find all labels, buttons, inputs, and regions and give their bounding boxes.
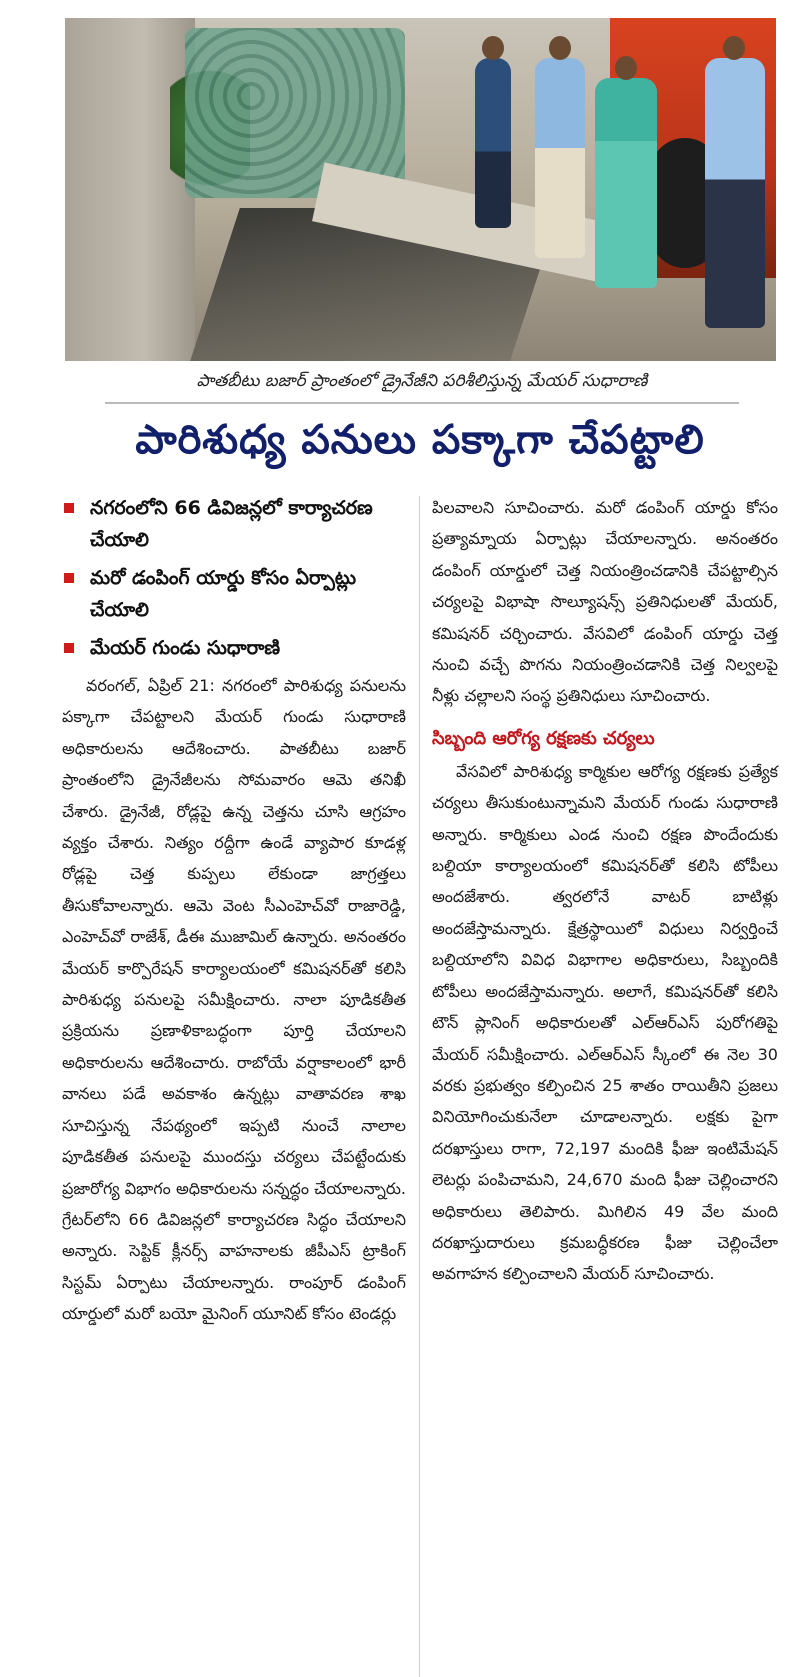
person-figure xyxy=(705,58,765,328)
body-paragraph: వరంగల్, ఏప్రిల్ 21: నగరంలో పారిశుధ్య పనులను పక్కాగా చేపట్టాలని మేయర్ గుండు సుధారాణి అధికారులను ఆదేశించారు. పాతబీటు బజార్ ప్రాంతంలోని డ్రైనేజీలను సోమవారం ఆమె తనిఖీ చేశారు. డ్రైనేజీ, రోడ్లపై ఉన్న చెత్తను చూసి ఆగ్రహం వ్యక్తం చేశారు. నిత్యం రద్దీగా ఉండే వ్యాపార కూడళ్ల రోడ్లపై చెత్త కుప్పలు లేకుండా జాగ్రత్తలు తీసుకోవాలన్నారు. ఆమె వెంట సీఎంహెచ్‌వో రాజారెడ్డి, ఎంహెచ్‌వో రాజేశ్, డీఈ ముజామిల్ ఉన్నారు. అనంతరం మేయర్ కార్పొరేషన్ కార్యాలయంలో కమిషనర్‌తో కలిసి పారిశుధ్య పనులపై సమీక్షించారు. నాలా పూడికతీత ప్రక్రియను ప్రణాళికాబద్ధంగా పూర్తి చేయాలని అధికారులను ఆదేశించారు. రాబోయే వర్షాకాలంలో భారీ వానలు పడే అవకాశం ఉన్నట్లు వాతావరణ శాఖ సూచిస్తున్న నేపథ్యంలో ఇప్పటి నుంచే నాలాల పూడికతీత పనులపై ముందస్తు చర్యలు చేపట్టేందుకు ప్రజారోగ్య విభాగం అధికారులను సన్నద్ధం చేయాలన్నారు. గ్రేటర్‌లోని 66 డివిజన్లలో కార్యాచరణ సిద్ధం చేయాలని అన్నారు. సెప్టిక్ క్లీనర్స్ వాహనాలకు జీపీఎస్ ట్రాకింగ్ సిస్టమ్ ఏర్పాటు చేయాలన్నారు. రాంపూర్ డంపింగ్ యార్డులో మరో బయో మైనింగ్ యూనిట్ కోసం టెండర్లు xyxy=(62,676,406,1324)
column-divider xyxy=(419,496,420,1677)
body-paragraph: వేసవిలో పారిశుధ్య కార్మికుల ఆరోగ్య రక్షణకు ప్రత్యేక చర్యలు తీసుకుంటున్నామని మేయర్ గుండు సుధారాణి అన్నారు. కార్మికులు ఎండ నుంచి రక్షణ పొందేందుకు బల్దియా కార్యాలయంలో కమిషనర్‌తో కలిసి టోపీలు అందజేశారు. త్వరలోనే వాటర్ బాటిళ్లు అందజేస్తామన్నారు. క్షేత్రస్థాయిలో విధులు నిర్వర్తించే బల్దియాలోని వివిధ విభాగాల అధికారులు, సిబ్బందికి టోపీలు అందజేస్తామన్నారు. అలాగే, కమిషనర్‌తో కలిసి టౌన్ ప్లానింగ్ అధికారులతో ఎల్ఆర్ఎస్ పురోగతిపై మేయర్ సమీక్షించారు. ఎల్ఆర్ఎస్ స్కీంలో ఈ నెల 30 వరకు ప్రభుత్వం కల్పించిన 25 శాతం రాయితీని ప్రజలు వినియోగించుకునేలా చూడాలన్నారు. లక్షకు పైగా దరఖాస్తులు రాగా, 72,197 మందికి ఫీజు ఇంటిమేషన్ లెటర్లు పంపిచామని, 24,670 మంది ఫీజు చెల్లించారని అధికారులు తెలిపారు. మిగిలిన 49 వేల మంది దరఖాస్తుదారులు క్రమబద్ధీకరణ ఫీజు చెల్లించేలా అవగాహన కల్పించాలని మేయర్ సూచించారు. xyxy=(432,761,778,1284)
highlight-bullet xyxy=(62,632,406,664)
body-paragraph: పిలవాలని సూచించారు. మరో డంపింగ్ యార్డు కోసం ప్రత్యామ్నాయ ఏర్పాట్లు చేయాలన్నారు. అనంతరం డంపింగ్ యార్డులో చెత్త నియంత్రించడానికి చేపట్టాల్సిన చర్యలపై విభాషా సొల్యూషన్స్ ప్రతినిధులతో మేయర్, కమిషనర్ చర్చించారు. వేసవిలో డంపింగ్ యార్డు చెత్త నుంచి వచ్చే పొగను నియంత్రించడానికి చెత్త నిల్వలపై నీళ్లు చల్లాలని సంస్థ ప్రతినిధులు సూచించారు. xyxy=(432,498,778,706)
person-head xyxy=(482,36,504,60)
person-figure xyxy=(475,58,511,228)
bullet-square-icon xyxy=(64,643,74,653)
article-headline: పారిశుధ్య పనులు పక్కాగా చేపట్టాలి xyxy=(135,417,705,463)
bullet-square-icon xyxy=(64,573,74,583)
person-head xyxy=(723,36,745,60)
photo-caption: పాతబీటు బజార్ ప్రాంతంలో డ్రైనేజీని పరిశీలిస్తున్న మేయర్ సుధారాణి xyxy=(196,371,648,391)
bullet-text: నగరంలోని 66 డివిజన్లలో కార్యాచరణ చేయాలి xyxy=(90,497,373,551)
highlight-bullet xyxy=(62,562,406,626)
bullet-text: మేయర్ గుండు సుధారాణి xyxy=(90,637,281,659)
news-photo xyxy=(65,18,776,361)
person-head xyxy=(549,36,571,60)
caption-underline xyxy=(105,402,739,404)
bullet-text: మరో డంపింగ్ యార్డు కోసం ఏర్పాట్లు చేయాలి xyxy=(90,567,357,621)
right-column xyxy=(432,492,778,1290)
person-figure xyxy=(535,58,585,258)
left-column xyxy=(62,492,406,1330)
section-subheading: సిబ్బంది ఆరోగ్య రక్షణకు చర్యలు xyxy=(432,727,655,749)
bullet-square-icon xyxy=(64,503,74,513)
person-head xyxy=(615,56,637,80)
person-figure xyxy=(595,78,657,288)
highlight-bullet xyxy=(62,492,406,556)
